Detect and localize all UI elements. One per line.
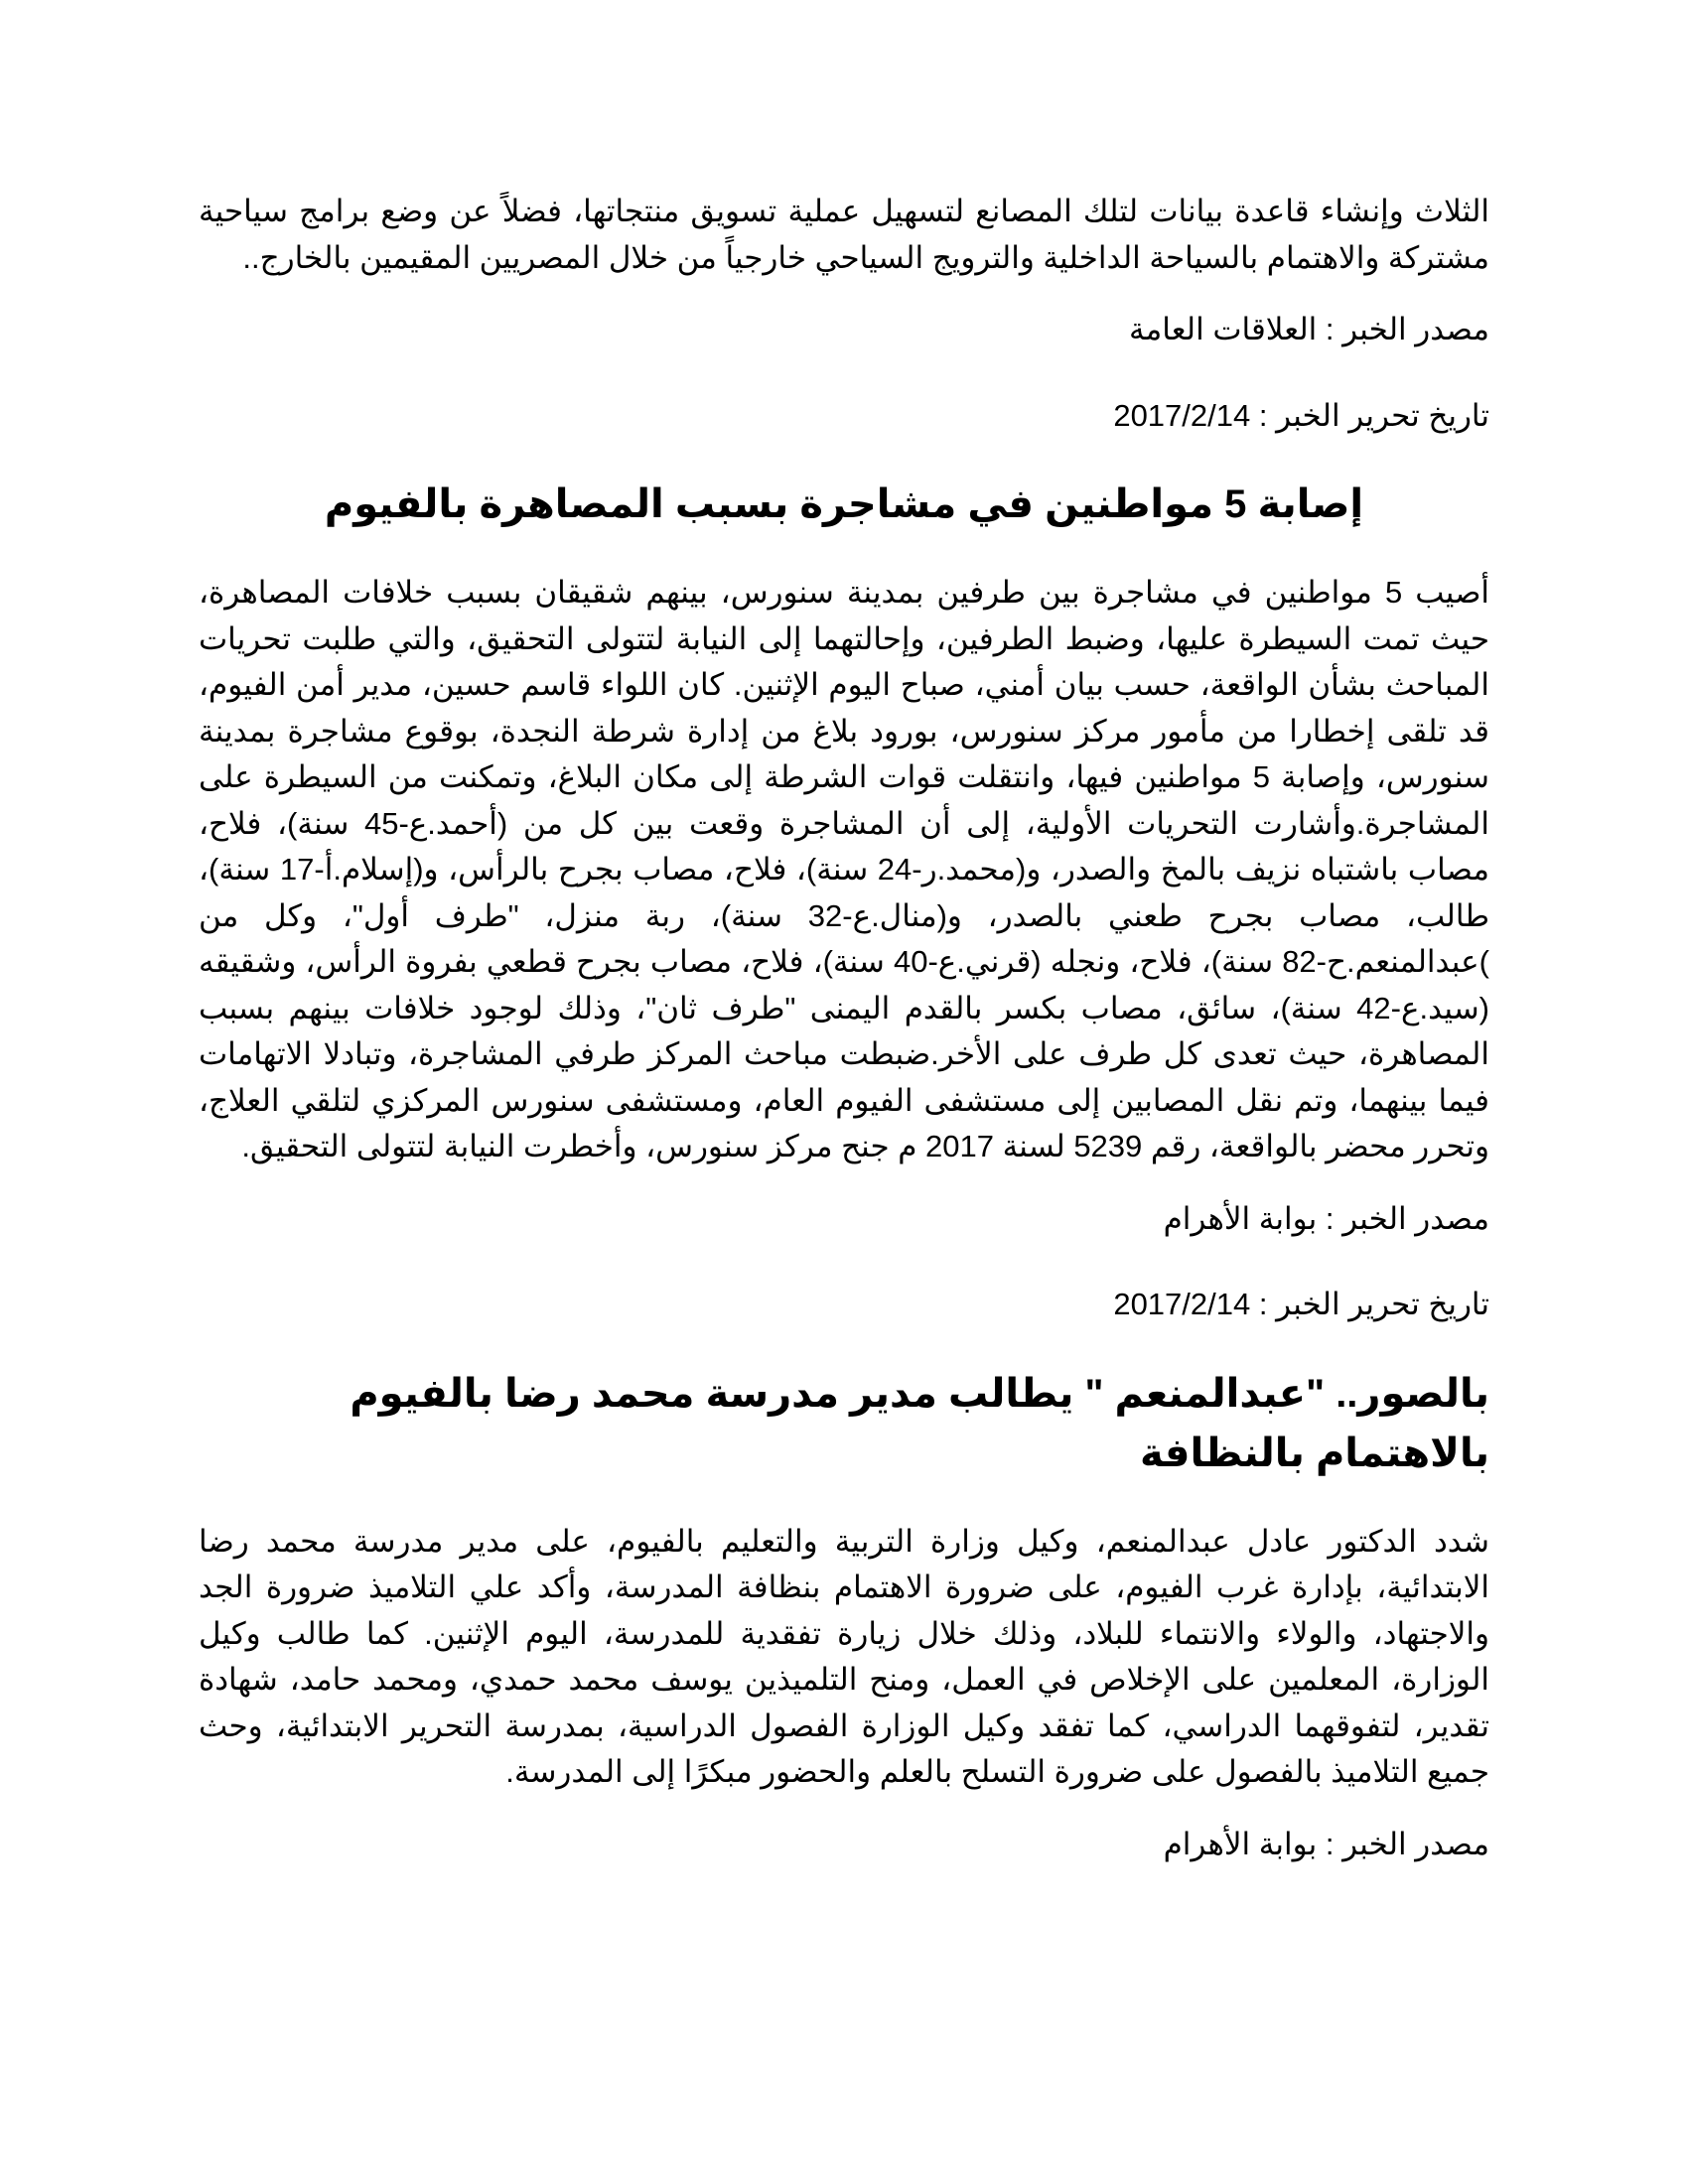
document-page	[199, 189, 1489, 1867]
article1-news-source: مصدر الخبر : بوابة الأهرام	[1163, 1200, 1489, 1236]
intro-news-date: تاريخ تحرير الخبر : 2017/2/14	[1113, 397, 1489, 433]
article2-body: شدد الدكتور عادل عبدالمنعم، وكيل وزارة التربية والتعليم بالفيوم، على مدير مدرسة محمد رضا الابتدائية، بإدارة غرب الفيوم، على ضرورة الاهتمام بنظافة المدرسة، وأكد علي التلاميذ ضرورة الجد والاجتهاد، والولاء والانتماء للبلاد، وذلك خلال زيارة تفقدية للمدرسة، اليوم الإثنين. كما طالب وكيل الوزارة، المعلمين على الإخلاص في العمل، ومنح التلميذين يوسف محمد حمدي، ومحمد حامد، شهادة تقدير، لتفوقهما الدراسي، كما تفقد وكيل الوزارة الفصول الدراسية، بمدرسة التحرير الابتدائية، وحث جميع التلاميذ بالفصول على ضرورة التسلح بالعلم والحضور مبكرًا إلى المدرسة.	[199, 1523, 1489, 1789]
article1-body: أصيب 5 مواطنين في مشاجرة بين طرفين بمدينة سنورس، بينهم شقيقان بسبب خلافات المصاهرة، حيث تمت السيطرة عليها، وضبط الطرفين، وإحالتهما إلى النيابة لتتولى التحقيق، والتي طلبت تحريات المباحث بشأن الواقعة، حسب بيان أمني، صباح اليوم الإثنين. كان اللواء قاسم حسين، مدير أمن الفيوم، قد تلقى إخطارا من مأمور مركز سنورس، بورود بلاغ من إدارة شرطة النجدة، بوقوع مشاجرة بمدينة سنورس، وإصابة 5 مواطنين فيها، وانتقلت قوات الشرطة إلى مكان البلاغ، وتمكنت من السيطرة على المشاجرة.وأشارت التحريات الأولية، إلى أن المشاجرة وقعت بين كل من (أحمد.ع-45 سنة)، فلاح، مصاب باشتباه نزيف بالمخ والصدر، و(محمد.ر-24 سنة)، فلاح، مصاب بجرح بالرأس، و(إسلام.أ-17 سنة)، طالب، مصاب بجرح طعني بالصدر، و(منال.ع-32 سنة)، ربة منزل، "طرف أول"، وكل من )عبدالمنعم.ح-82 سنة)، فلاح، ونجله (قرني.ع-40 سنة)، فلاح، مصاب بجرح قطعي بفروة الرأس، وشقيقه (سيد.ع-42 سنة)، سائق، مصاب بكسر بالقدم اليمنى "طرف ثان"، وذلك لوجود خلافات بينهم بسبب المصاهرة، حيث تعدى كل طرف على الأخر.ضبطت مباحث المركز طرفي المشاجرة، وتبادلا الاتهامات فيما بينهما، وتم نقل المصابين إلى مستشفى الفيوم العام، ومستشفى سنورس المركزي لتلقي العلاج، وتحرر محضر بالواقعة، رقم 5239 لسنة 2017 م جنح مركز سنورس، وأخطرت النيابة لتتولى التحقيق.	[199, 575, 1490, 1163]
article1-news-date: تاريخ تحرير الخبر : 2017/2/14	[1113, 1287, 1489, 1321]
article1-headline: إصابة 5 مواطنين في مشاجرة بسبب المصاهرة بالفيوم	[324, 482, 1364, 526]
article2-headline: بالصور.. "عبدالمنعم " يطالب مدير مدرسة محمد رضا بالفيوم بالاهتمام بالنظافة	[350, 1371, 1489, 1475]
intro-news-source: مصدر الخبر : العلاقات العامة	[1129, 312, 1489, 346]
article2-news-source: مصدر الخبر : بوابة الأهرام	[1163, 1826, 1489, 1861]
intro-paragraph: الثلاث وإنشاء قاعدة بيانات لتلك المصانع لتسهيل عملية تسويق منتجاتها، فضلاً عن وضع برامج سياحية مشتركة والاهتمام بالسياحة الداخلية والترويج السياحي خارجياً من خلال المصريين المقيمين بالخارج..	[199, 194, 1489, 275]
